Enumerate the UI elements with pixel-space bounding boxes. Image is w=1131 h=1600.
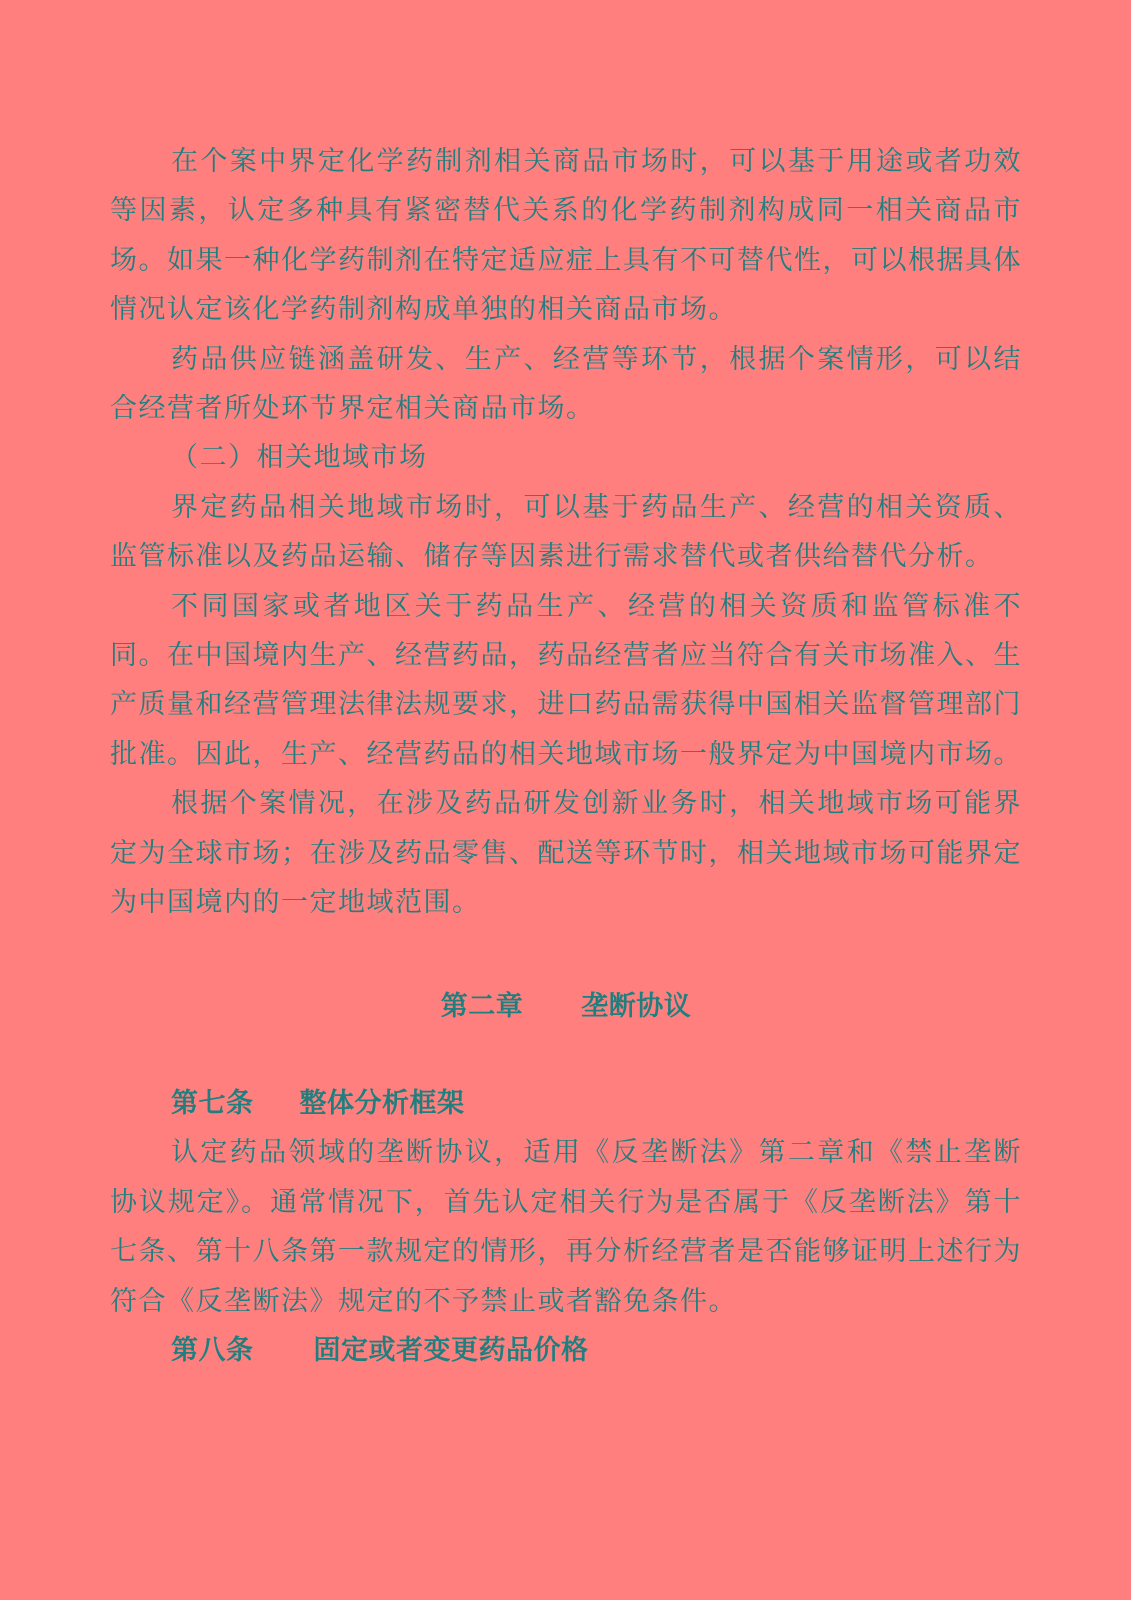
subsection-heading-geographic-market: （二）相关地域市场 xyxy=(171,442,428,474)
chapter-number: 第二章 xyxy=(440,990,524,1022)
paragraph-geographic-market-definition: 界定药品相关地域市场时，可以基于药品生产、经营的相关资质、监管标准以及药品运输、储存等因素进行需求替代或者供给替代分析。 xyxy=(110,491,1022,573)
article-7-number: 第七条 xyxy=(171,1087,254,1119)
article-7-title: 整体分析框架 xyxy=(299,1087,465,1119)
article-8-number: 第八条 xyxy=(171,1334,254,1366)
paragraph-supply-chain: 药品供应链涵盖研发、生产、经营等环节，根据个案情形，可以结合经营者所处环节界定相关商品市场。 xyxy=(110,343,1022,425)
paragraph-product-market: 在个案中界定化学药制剂相关商品市场时，可以基于用途或者功效等因素，认定多种具有紧密替代关系的化学药制剂构成同一相关商品市场。如果一种化学药制剂在特定适应症上具有不可替代性，可以根据具体情况认定该化学药制剂构成单独的相关商品市场。 xyxy=(110,146,1022,326)
chapter-heading xyxy=(110,982,1022,1031)
article-8-title: 固定或者变更药品价格 xyxy=(313,1334,589,1366)
article-7-body: 认定药品领域的垄断协议，适用《反垄断法》第二章和《禁止垄断协议规定》。通常情况下，首先认定相关行为是否属于《反垄断法》第十七条、第十八条第一款规定的情形，再分析经营者是否能够证明上述行为符合《反垄断法》规定的不予禁止或者豁免条件。 xyxy=(110,1137,1022,1317)
paragraph-case-scope: 根据个案情况，在涉及药品研发创新业务时，相关地域市场可能界定为全球市场；在涉及药品零售、配送等环节时，相关地域市场可能界定为中国境内的一定地域范围。 xyxy=(110,788,1022,919)
article-7-heading xyxy=(110,1079,1022,1128)
paragraph-regulatory-standards: 不同国家或者地区关于药品生产、经营的相关资质和监管标准不同。在中国境内生产、经营药品，药品经营者应当符合有关市场准入、生产质量和经营管理法律法规要求，进口药品需获得中国相关监督管理部门批准。因此，生产、经营药品的相关地域市场一般界定为中国境内市场。 xyxy=(110,590,1022,770)
document-page xyxy=(110,137,1022,1375)
article-8-heading xyxy=(110,1326,1022,1375)
chapter-title: 垄断协议 xyxy=(581,990,692,1022)
